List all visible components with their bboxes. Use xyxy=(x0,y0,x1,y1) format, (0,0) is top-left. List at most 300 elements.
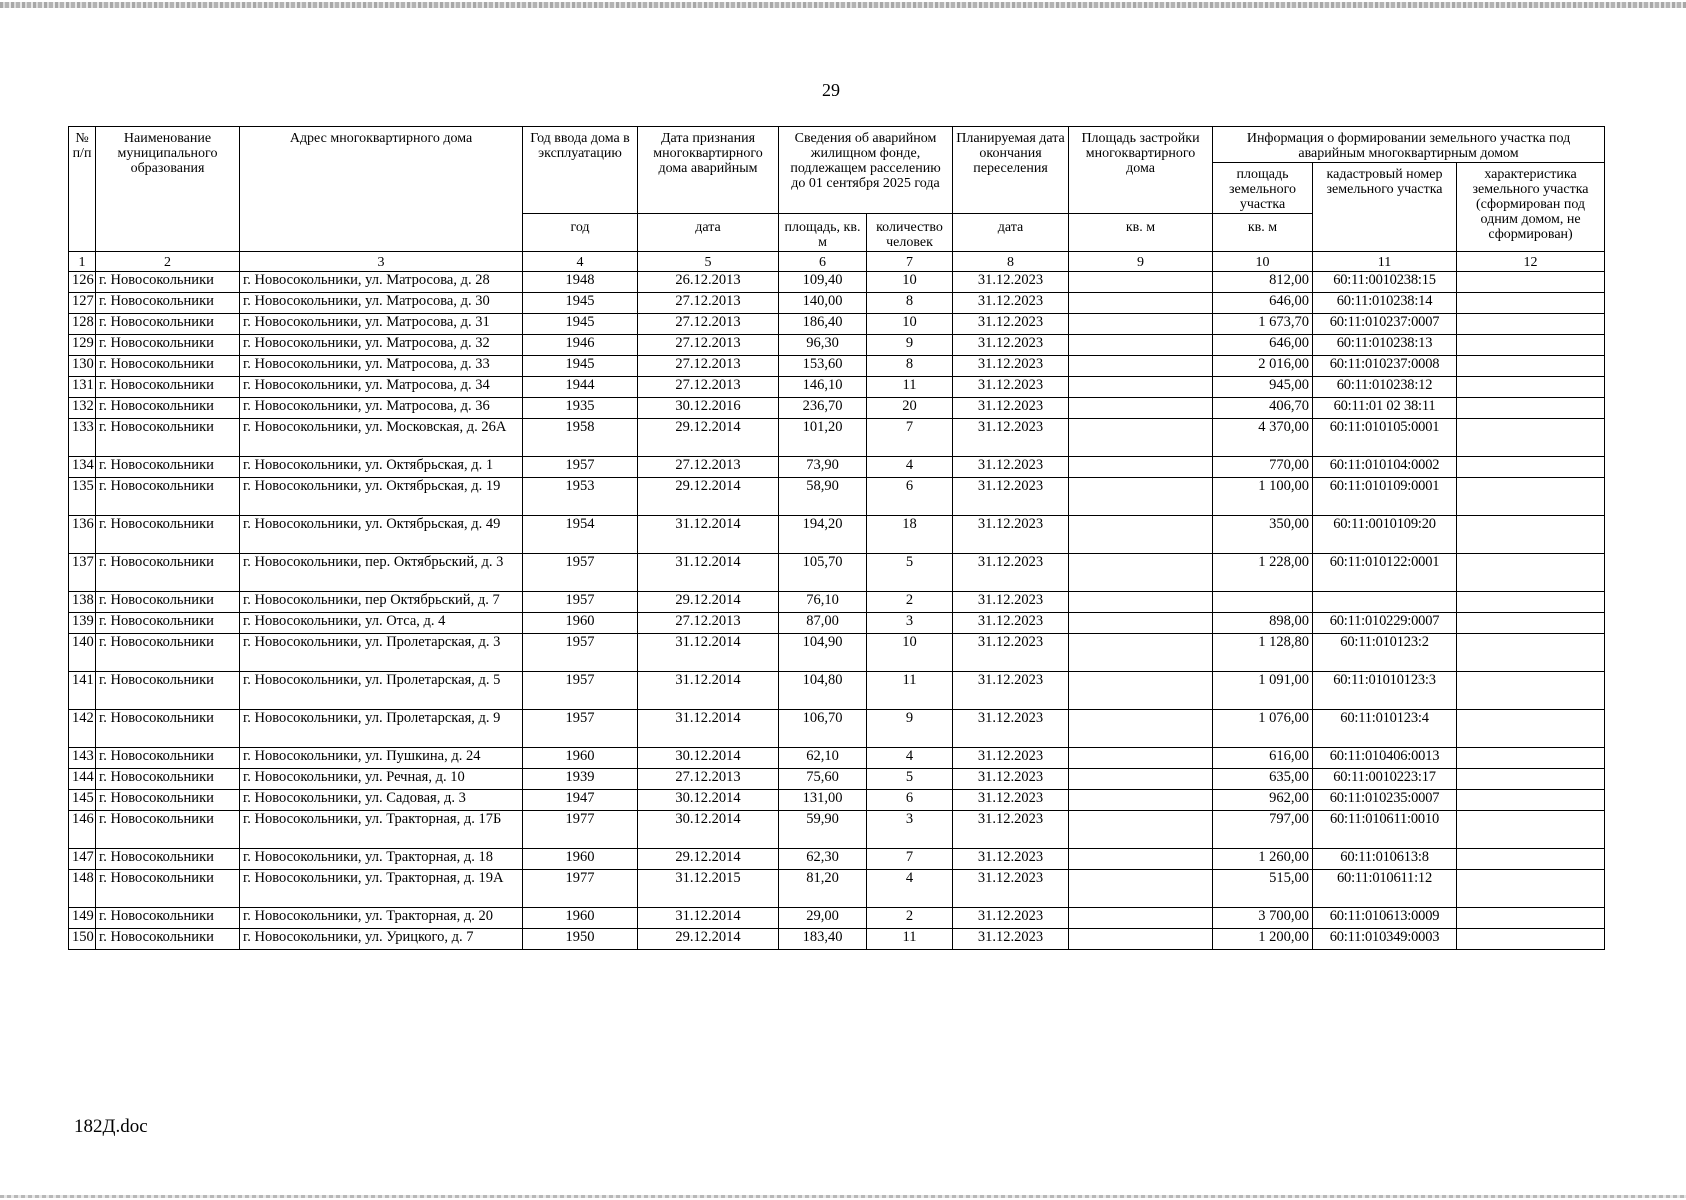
cell-built-area xyxy=(1069,870,1213,908)
cell-cadastral: 60:11:010122:0001 xyxy=(1313,554,1457,592)
cell-address: г. Новосокольники, ул. Матросова, д. 34 xyxy=(240,377,523,398)
header-info-fund: Сведения об аварийном жилищном фонде, подлежащем расселению до 01 сентября 2025 года xyxy=(779,127,953,214)
cell-land-area: 646,00 xyxy=(1213,293,1313,314)
cell-address: г. Новосокольники, ул. Тракторная, д. 17Б xyxy=(240,811,523,849)
column-number: 9 xyxy=(1069,252,1213,272)
cell-land-area: 1 100,00 xyxy=(1213,478,1313,516)
column-number: 2 xyxy=(96,252,240,272)
header-municipality: Наименование муниципального образования xyxy=(96,127,240,252)
cell-area: 194,20 xyxy=(779,516,867,554)
cell-date-emergency: 27.12.2013 xyxy=(638,335,779,356)
cell-planned-date: 31.12.2023 xyxy=(953,554,1069,592)
cell-people: 2 xyxy=(867,592,953,613)
cell-area: 29,00 xyxy=(779,908,867,929)
cell-area: 186,40 xyxy=(779,314,867,335)
cell-people: 5 xyxy=(867,769,953,790)
unit-area: площадь, кв. м xyxy=(779,214,867,252)
cell-year: 1960 xyxy=(523,908,638,929)
cell-planned-date: 31.12.2023 xyxy=(953,516,1069,554)
cell-cadastral: 60:11:010611:0010 xyxy=(1313,811,1457,849)
cell-built-area xyxy=(1069,478,1213,516)
cell-planned-date: 31.12.2023 xyxy=(953,478,1069,516)
table-row xyxy=(69,634,1605,672)
cell-land-area: 4 370,00 xyxy=(1213,419,1313,457)
cell-area: 140,00 xyxy=(779,293,867,314)
cell-date-emergency: 29.12.2014 xyxy=(638,478,779,516)
cell-characteristic xyxy=(1457,811,1605,849)
header-land-area: площадь земельного участка xyxy=(1213,163,1313,214)
cell-people: 3 xyxy=(867,613,953,634)
cell-people: 20 xyxy=(867,398,953,419)
table-row xyxy=(69,314,1605,335)
cell-characteristic xyxy=(1457,748,1605,769)
cell-land-area: 635,00 xyxy=(1213,769,1313,790)
cell-num: 141 xyxy=(69,672,96,710)
table-row xyxy=(69,516,1605,554)
cell-people: 6 xyxy=(867,478,953,516)
cell-cadastral: 60:11:010613:8 xyxy=(1313,849,1457,870)
cell-address: г. Новосокольники, ул. Тракторная, д. 18 xyxy=(240,849,523,870)
cell-cadastral: 60:11:01 02 38:11 xyxy=(1313,398,1457,419)
cell-num: 134 xyxy=(69,457,96,478)
cell-address: г. Новосокольники, ул. Садовая, д. 3 xyxy=(240,790,523,811)
unit-year: год xyxy=(523,214,638,252)
cell-area: 101,20 xyxy=(779,419,867,457)
cell-address: г. Новосокольники, ул. Пушкина, д. 24 xyxy=(240,748,523,769)
cell-planned-date: 31.12.2023 xyxy=(953,710,1069,748)
cell-address: г. Новосокольники, ул. Пролетарская, д. 3 xyxy=(240,634,523,672)
table-row xyxy=(69,554,1605,592)
cell-area: 73,90 xyxy=(779,457,867,478)
cell-planned-date: 31.12.2023 xyxy=(953,314,1069,335)
cell-num: 147 xyxy=(69,849,96,870)
cell-built-area xyxy=(1069,672,1213,710)
cell-address: г. Новосокольники, ул. Матросова, д. 30 xyxy=(240,293,523,314)
header-address: Адрес многоквартирного дома xyxy=(240,127,523,252)
table-row xyxy=(69,929,1605,950)
cell-area: 146,10 xyxy=(779,377,867,398)
cell-municipality: г. Новосокольники xyxy=(96,398,240,419)
cell-num: 136 xyxy=(69,516,96,554)
cell-planned-date: 31.12.2023 xyxy=(953,870,1069,908)
cell-people: 7 xyxy=(867,419,953,457)
cell-planned-date: 31.12.2023 xyxy=(953,811,1069,849)
cell-planned-date: 31.12.2023 xyxy=(953,377,1069,398)
header-row-main xyxy=(69,127,1605,163)
cell-people: 6 xyxy=(867,790,953,811)
cell-characteristic xyxy=(1457,613,1605,634)
cell-area: 183,40 xyxy=(779,929,867,950)
table-row xyxy=(69,672,1605,710)
table-row xyxy=(69,457,1605,478)
cell-area: 106,70 xyxy=(779,710,867,748)
cell-municipality: г. Новосокольники xyxy=(96,293,240,314)
cell-address: г. Новосокольники, ул. Матросова, д. 31 xyxy=(240,314,523,335)
cell-date-emergency: 27.12.2013 xyxy=(638,457,779,478)
cell-planned-date: 31.12.2023 xyxy=(953,790,1069,811)
cell-num: 142 xyxy=(69,710,96,748)
cell-address: г. Новосокольники, ул. Октябрьская, д. 49 xyxy=(240,516,523,554)
cell-municipality: г. Новосокольники xyxy=(96,314,240,335)
cell-people: 8 xyxy=(867,356,953,377)
cell-area: 62,10 xyxy=(779,748,867,769)
cell-address: г. Новосокольники, ул. Пролетарская, д. 5 xyxy=(240,672,523,710)
cell-people: 2 xyxy=(867,908,953,929)
cell-built-area xyxy=(1069,457,1213,478)
cell-num: 148 xyxy=(69,870,96,908)
cell-year: 1954 xyxy=(523,516,638,554)
cell-characteristic xyxy=(1457,478,1605,516)
cell-area: 96,30 xyxy=(779,335,867,356)
unit-built-area: кв. м xyxy=(1069,214,1213,252)
cell-cadastral: 60:11:010349:0003 xyxy=(1313,929,1457,950)
cell-num: 126 xyxy=(69,272,96,293)
cell-cadastral: 60:11:0010109:20 xyxy=(1313,516,1457,554)
cell-num: 140 xyxy=(69,634,96,672)
table-row xyxy=(69,849,1605,870)
header-date-emergency: Дата признания многоквартирного дома аварийным xyxy=(638,127,779,214)
table-row xyxy=(69,710,1605,748)
cell-municipality: г. Новосокольники xyxy=(96,908,240,929)
cell-planned-date: 31.12.2023 xyxy=(953,672,1069,710)
document-filename: 182Д.doc xyxy=(74,1116,148,1137)
cell-cadastral: 60:11:010237:0008 xyxy=(1313,356,1457,377)
cell-num: 149 xyxy=(69,908,96,929)
cell-built-area xyxy=(1069,419,1213,457)
cell-planned-date: 31.12.2023 xyxy=(953,398,1069,419)
cell-date-emergency: 31.12.2014 xyxy=(638,634,779,672)
cell-planned-date: 31.12.2023 xyxy=(953,592,1069,613)
cell-num: 144 xyxy=(69,769,96,790)
cell-address: г. Новосокольники, пер Октябрьский, д. 7 xyxy=(240,592,523,613)
cell-year: 1977 xyxy=(523,811,638,849)
cell-land-area: 1 228,00 xyxy=(1213,554,1313,592)
cell-built-area xyxy=(1069,790,1213,811)
cell-characteristic xyxy=(1457,769,1605,790)
cell-municipality: г. Новосокольники xyxy=(96,419,240,457)
cell-characteristic xyxy=(1457,419,1605,457)
table-row xyxy=(69,790,1605,811)
cell-land-area: 770,00 xyxy=(1213,457,1313,478)
cell-characteristic xyxy=(1457,356,1605,377)
cell-characteristic xyxy=(1457,293,1605,314)
cell-municipality: г. Новосокольники xyxy=(96,592,240,613)
cell-municipality: г. Новосокольники xyxy=(96,769,240,790)
cell-land-area: 350,00 xyxy=(1213,516,1313,554)
cell-num: 139 xyxy=(69,613,96,634)
cell-people: 10 xyxy=(867,634,953,672)
cell-date-emergency: 29.12.2014 xyxy=(638,929,779,950)
cell-people: 10 xyxy=(867,272,953,293)
cell-people: 11 xyxy=(867,672,953,710)
cell-year: 1947 xyxy=(523,790,638,811)
cell-planned-date: 31.12.2023 xyxy=(953,634,1069,672)
cell-date-emergency: 27.12.2013 xyxy=(638,314,779,335)
cell-address: г. Новосокольники, ул. Октябрьская, д. 1 xyxy=(240,457,523,478)
cell-characteristic xyxy=(1457,398,1605,419)
cell-land-area: 1 673,70 xyxy=(1213,314,1313,335)
cell-municipality: г. Новосокольники xyxy=(96,356,240,377)
scan-edge-bottom xyxy=(0,1195,1686,1198)
cell-cadastral: 60:11:010109:0001 xyxy=(1313,478,1457,516)
cell-num: 138 xyxy=(69,592,96,613)
cell-characteristic xyxy=(1457,335,1605,356)
cell-planned-date: 31.12.2023 xyxy=(953,769,1069,790)
cell-built-area xyxy=(1069,293,1213,314)
cell-planned-date: 31.12.2023 xyxy=(953,356,1069,377)
cell-characteristic xyxy=(1457,272,1605,293)
cell-people: 8 xyxy=(867,293,953,314)
cell-municipality: г. Новосокольники xyxy=(96,710,240,748)
unit-date: дата xyxy=(638,214,779,252)
table-body xyxy=(69,272,1605,950)
cell-built-area xyxy=(1069,849,1213,870)
cell-planned-date: 31.12.2023 xyxy=(953,419,1069,457)
cell-land-area: 646,00 xyxy=(1213,335,1313,356)
header-cadastral: кадастровый номер земельного участка xyxy=(1313,163,1457,252)
cell-date-emergency: 31.12.2014 xyxy=(638,908,779,929)
cell-built-area xyxy=(1069,314,1213,335)
cell-year: 1946 xyxy=(523,335,638,356)
cell-cadastral: 60:11:010237:0007 xyxy=(1313,314,1457,335)
cell-cadastral: 60:11:0010223:17 xyxy=(1313,769,1457,790)
cell-municipality: г. Новосокольники xyxy=(96,634,240,672)
cell-built-area xyxy=(1069,554,1213,592)
cell-characteristic xyxy=(1457,314,1605,335)
unit-people: количество человек xyxy=(867,214,953,252)
cell-year: 1945 xyxy=(523,356,638,377)
cell-address: г. Новосокольники, ул. Тракторная, д. 20 xyxy=(240,908,523,929)
table-row xyxy=(69,398,1605,419)
cell-year: 1960 xyxy=(523,613,638,634)
cell-built-area xyxy=(1069,356,1213,377)
cell-year: 1960 xyxy=(523,849,638,870)
cell-characteristic xyxy=(1457,457,1605,478)
cell-built-area xyxy=(1069,377,1213,398)
column-number: 7 xyxy=(867,252,953,272)
table-row xyxy=(69,377,1605,398)
cell-cadastral: 60:11:010238:12 xyxy=(1313,377,1457,398)
cell-built-area xyxy=(1069,335,1213,356)
cell-land-area: 1 260,00 xyxy=(1213,849,1313,870)
cell-planned-date: 31.12.2023 xyxy=(953,929,1069,950)
cell-date-emergency: 31.12.2015 xyxy=(638,870,779,908)
cell-num: 130 xyxy=(69,356,96,377)
column-number-row xyxy=(69,252,1605,272)
cell-address: г. Новосокольники, ул. Матросова, д. 36 xyxy=(240,398,523,419)
table-row xyxy=(69,335,1605,356)
cell-area: 131,00 xyxy=(779,790,867,811)
cell-municipality: г. Новосокольники xyxy=(96,790,240,811)
cell-area: 236,70 xyxy=(779,398,867,419)
cell-land-area: 3 700,00 xyxy=(1213,908,1313,929)
column-number: 5 xyxy=(638,252,779,272)
table-row xyxy=(69,769,1605,790)
cell-year: 1944 xyxy=(523,377,638,398)
cell-year: 1935 xyxy=(523,398,638,419)
cell-cadastral: 60:11:010238:13 xyxy=(1313,335,1457,356)
cell-land-area: 1 091,00 xyxy=(1213,672,1313,710)
table-row xyxy=(69,811,1605,849)
unit-land-area: кв. м xyxy=(1213,214,1313,252)
cell-cadastral: 60:11:010611:12 xyxy=(1313,870,1457,908)
cell-area: 153,60 xyxy=(779,356,867,377)
cell-num: 128 xyxy=(69,314,96,335)
cell-area: 58,90 xyxy=(779,478,867,516)
cell-built-area xyxy=(1069,398,1213,419)
cell-municipality: г. Новосокольники xyxy=(96,870,240,908)
cell-people: 4 xyxy=(867,870,953,908)
cell-municipality: г. Новосокольники xyxy=(96,554,240,592)
cell-planned-date: 31.12.2023 xyxy=(953,849,1069,870)
cell-year: 1977 xyxy=(523,870,638,908)
cell-planned-date: 31.12.2023 xyxy=(953,613,1069,634)
cell-planned-date: 31.12.2023 xyxy=(953,272,1069,293)
cell-characteristic xyxy=(1457,672,1605,710)
cell-address: г. Новосокольники, ул. Матросова, д. 28 xyxy=(240,272,523,293)
cell-date-emergency: 31.12.2014 xyxy=(638,710,779,748)
cell-planned-date: 31.12.2023 xyxy=(953,457,1069,478)
cell-num: 150 xyxy=(69,929,96,950)
table-row xyxy=(69,356,1605,377)
cell-date-emergency: 29.12.2014 xyxy=(638,849,779,870)
cell-people: 4 xyxy=(867,748,953,769)
header-built-area: Площадь застройки многоквартирного дома xyxy=(1069,127,1213,214)
cell-address: г. Новосокольники, ул. Урицкого, д. 7 xyxy=(240,929,523,950)
cell-address: г. Новосокольники, пер. Октябрьский, д. 3 xyxy=(240,554,523,592)
cell-year: 1945 xyxy=(523,293,638,314)
cell-date-emergency: 27.12.2013 xyxy=(638,356,779,377)
cell-land-area: 797,00 xyxy=(1213,811,1313,849)
cell-land-area: 1 128,80 xyxy=(1213,634,1313,672)
cell-cadastral: 60:11:010406:0013 xyxy=(1313,748,1457,769)
table-row xyxy=(69,908,1605,929)
cell-planned-date: 31.12.2023 xyxy=(953,335,1069,356)
cell-date-emergency: 27.12.2013 xyxy=(638,377,779,398)
cell-municipality: г. Новосокольники xyxy=(96,613,240,634)
cell-cadastral: 60:11:010123:2 xyxy=(1313,634,1457,672)
cell-municipality: г. Новосокольники xyxy=(96,457,240,478)
cell-area: 76,10 xyxy=(779,592,867,613)
table-row xyxy=(69,293,1605,314)
cell-characteristic xyxy=(1457,377,1605,398)
cell-land-area: 812,00 xyxy=(1213,272,1313,293)
table-row xyxy=(69,592,1605,613)
cell-built-area xyxy=(1069,748,1213,769)
table-row xyxy=(69,478,1605,516)
cell-characteristic xyxy=(1457,554,1605,592)
header-land-characteristic: характеристика земельного участка (сформирован под одним домом, не сформирован) xyxy=(1457,163,1605,252)
cell-people: 4 xyxy=(867,457,953,478)
cell-year: 1950 xyxy=(523,929,638,950)
cell-characteristic xyxy=(1457,908,1605,929)
cell-area: 104,80 xyxy=(779,672,867,710)
cell-land-area: 945,00 xyxy=(1213,377,1313,398)
column-number: 3 xyxy=(240,252,523,272)
cell-built-area xyxy=(1069,634,1213,672)
cell-characteristic xyxy=(1457,634,1605,672)
cell-characteristic xyxy=(1457,790,1605,811)
cell-num: 143 xyxy=(69,748,96,769)
cell-built-area xyxy=(1069,710,1213,748)
cell-date-emergency: 30.12.2014 xyxy=(638,811,779,849)
cell-date-emergency: 26.12.2013 xyxy=(638,272,779,293)
cell-area: 59,90 xyxy=(779,811,867,849)
cell-planned-date: 31.12.2023 xyxy=(953,748,1069,769)
column-number: 4 xyxy=(523,252,638,272)
cell-cadastral xyxy=(1313,592,1457,613)
column-number: 1 xyxy=(69,252,96,272)
cell-address: г. Новосокольники, ул. Тракторная, д. 19А xyxy=(240,870,523,908)
cell-built-area xyxy=(1069,811,1213,849)
cell-year: 1957 xyxy=(523,634,638,672)
cell-people: 7 xyxy=(867,849,953,870)
cell-num: 137 xyxy=(69,554,96,592)
cell-land-area: 1 200,00 xyxy=(1213,929,1313,950)
cell-cadastral: 60:11:010238:14 xyxy=(1313,293,1457,314)
cell-municipality: г. Новосокольники xyxy=(96,929,240,950)
cell-built-area xyxy=(1069,769,1213,790)
cell-characteristic xyxy=(1457,849,1605,870)
cell-date-emergency: 30.12.2016 xyxy=(638,398,779,419)
cell-date-emergency: 30.12.2014 xyxy=(638,790,779,811)
cell-people: 3 xyxy=(867,811,953,849)
page-number: 29 xyxy=(822,80,840,100)
cell-planned-date: 31.12.2023 xyxy=(953,293,1069,314)
cell-land-area: 898,00 xyxy=(1213,613,1313,634)
cell-year: 1957 xyxy=(523,672,638,710)
cell-num: 146 xyxy=(69,811,96,849)
cell-characteristic xyxy=(1457,929,1605,950)
cell-municipality: г. Новосокольники xyxy=(96,272,240,293)
cell-area: 109,40 xyxy=(779,272,867,293)
cell-date-emergency: 31.12.2014 xyxy=(638,516,779,554)
column-number: 11 xyxy=(1313,252,1457,272)
cell-characteristic xyxy=(1457,710,1605,748)
scan-edge-top xyxy=(0,2,1686,8)
cell-land-area: 2 016,00 xyxy=(1213,356,1313,377)
cell-people: 11 xyxy=(867,377,953,398)
cell-municipality: г. Новосокольники xyxy=(96,516,240,554)
column-number: 12 xyxy=(1457,252,1605,272)
header-land-info: Информация о формировании земельного участка под аварийным многоквартирным домом xyxy=(1213,127,1605,163)
cell-year: 1953 xyxy=(523,478,638,516)
cell-land-area: 616,00 xyxy=(1213,748,1313,769)
cell-date-emergency: 31.12.2014 xyxy=(638,672,779,710)
cell-date-emergency: 29.12.2014 xyxy=(638,592,779,613)
cell-municipality: г. Новосокольники xyxy=(96,672,240,710)
cell-year: 1960 xyxy=(523,748,638,769)
cell-municipality: г. Новосокольники xyxy=(96,849,240,870)
cell-date-emergency: 27.12.2013 xyxy=(638,293,779,314)
cell-cadastral: 60:11:01010123:3 xyxy=(1313,672,1457,710)
header-planned-date: Планируемая дата окончания переселения xyxy=(953,127,1069,214)
cell-area: 105,70 xyxy=(779,554,867,592)
cell-cadastral: 60:11:010613:0009 xyxy=(1313,908,1457,929)
cell-date-emergency: 31.12.2014 xyxy=(638,554,779,592)
cell-cadastral: 60:11:010105:0001 xyxy=(1313,419,1457,457)
emergency-housing-table xyxy=(68,126,1605,950)
table-row xyxy=(69,272,1605,293)
cell-num: 132 xyxy=(69,398,96,419)
cell-cadastral: 60:11:010123:4 xyxy=(1313,710,1457,748)
table-row xyxy=(69,419,1605,457)
column-number: 10 xyxy=(1213,252,1313,272)
cell-cadastral: 60:11:010235:0007 xyxy=(1313,790,1457,811)
cell-people: 18 xyxy=(867,516,953,554)
cell-land-area: 962,00 xyxy=(1213,790,1313,811)
cell-year: 1948 xyxy=(523,272,638,293)
